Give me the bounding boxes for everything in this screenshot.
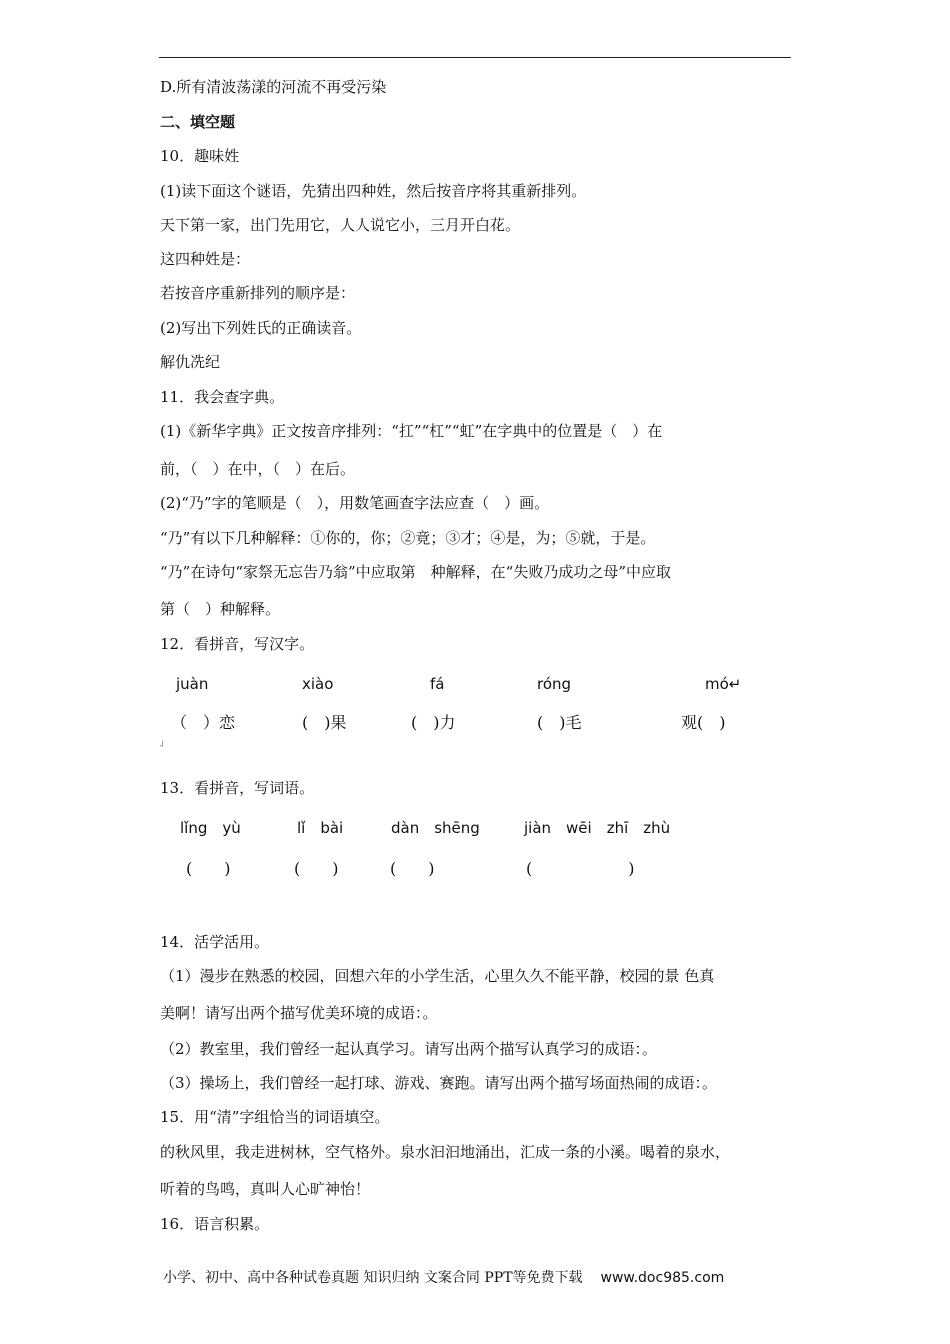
q15-title: 15．用“清”字组恰当的词语填空。: [160, 1108, 390, 1126]
q11-part2: (2)“乃”字的笔顺是（ ），用数笔画查字法应查（ ）画。: [160, 494, 550, 512]
q10-part1: (1)读下面这个谜语，先猜出四种姓，然后按音序将其重新排列。: [160, 182, 587, 200]
q13-blank: ( ): [294, 859, 339, 878]
q14-part3: （3）操场上，我们曾经一起打球、游戏、赛跑。请写出两个描写场面热闹的成语：。: [160, 1074, 718, 1092]
header-rule: [159, 57, 791, 58]
q12-blank: （ ）恋: [171, 713, 236, 732]
q13-pinyin: dàn shēng: [391, 819, 480, 837]
q12-blank: ( )力: [411, 713, 456, 732]
q14-part2: （2）教室里，我们曾经一起认真学习。请写出两个描写认真学习的成语：。: [160, 1040, 658, 1058]
footer-text: 小学、初中、高中各种试卷真题 知识归纳 文案合同 PPT等免费下载: [163, 1270, 583, 1286]
q11-title: 11．我会查字典。: [160, 388, 285, 406]
q11-poem: “乃”在诗句“家祭无忘告乃翁”中应取第 种解释，在“失败乃成功之母”中应取: [160, 563, 672, 581]
q16-title: 16．语言积累。: [160, 1215, 270, 1233]
q12-pinyin: mó↵: [705, 675, 742, 693]
section-heading: 二、填空题: [160, 113, 236, 131]
q12-pinyin: xiào: [302, 675, 334, 693]
q13-blank: ( ): [390, 859, 435, 878]
q12-blank: 观( ): [681, 713, 726, 732]
q11-part1-cont: 前，（ ）在中，（ ）在后。: [160, 460, 356, 478]
q13-pinyin: jiàn wēi zhī zhù: [524, 819, 671, 837]
q13-pinyin: lǐ bài: [297, 819, 344, 837]
option-d: D.所有清波荡漾的河流不再受污染: [160, 78, 387, 96]
q14-part1-cont: 美啊！请写出两个描写优美环境的成语：。: [160, 1004, 438, 1022]
q14-part1: （1）漫步在熟悉的校园，回想六年的小学生活，心里久久不能平静，校园的景 色真: [160, 967, 715, 985]
footer: [163, 1267, 724, 1287]
q11-poem-cont: 第（ ）种解释。: [160, 600, 281, 618]
q12-pinyin: fá: [430, 675, 445, 693]
q10-surnames: 这四种姓是：: [160, 250, 251, 268]
q12-title: 12．看拼音，写汉字。: [160, 635, 315, 653]
q14-title: 14．活学活用。: [160, 933, 270, 951]
q15-text-cont: 听着的鸟鸣，真叫人心旷神怡！: [160, 1180, 371, 1198]
q13-pinyin: lǐng yù: [180, 819, 241, 837]
q10-title: 10．趣味姓: [160, 147, 240, 165]
paragraph-mark-icon: ┘: [160, 742, 166, 752]
q12-blank: ( )果: [302, 713, 347, 732]
q11-part1: (1)《新华字典》正文按音序排列：“扛”“杠”“虹”在字典中的位置是（ ）在: [160, 422, 663, 440]
q12-pinyin: juàn: [176, 675, 209, 693]
q10-riddle: 天下第一家，出门先用它，人人说它小，三月开白花。: [160, 216, 521, 234]
q13-blank: ( ): [186, 859, 231, 878]
q13-blank: ( ): [526, 859, 635, 878]
q15-text: 的秋风里，我走进树林，空气格外。泉水汩汩地涌出，汇成一条的小溪。喝着的泉水，: [160, 1143, 731, 1161]
q10-names: 解仇冼纪: [160, 353, 221, 371]
q12-blank: ( )毛: [537, 713, 582, 732]
q12-pinyin: róng: [537, 675, 572, 693]
footer-url[interactable]: www.doc985.com: [600, 1270, 725, 1286]
q11-meanings: “乃”有以下几种解释：①你的，你；②竟；③才；④是，为；⑤就，于是。: [160, 529, 656, 547]
q13-title: 13．看拼音，写词语。: [160, 779, 315, 797]
q10-part2: (2)写出下列姓氏的正确读音。: [160, 319, 362, 337]
q10-order: 若按音序重新排列的顺序是：: [160, 284, 356, 302]
